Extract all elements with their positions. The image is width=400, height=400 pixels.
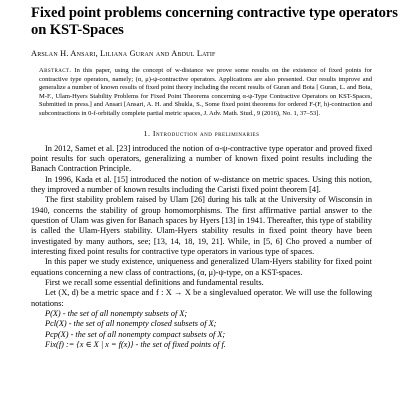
- title-line-2: on KST-Spaces: [31, 22, 124, 38]
- title-line-1: Fixed point problems concerning contractive type operators: [31, 5, 398, 21]
- paper-title: [31, 5, 398, 39]
- paragraph-1: In 2012, Samet et al. [23] introduced the notion of α-ψ-contractive type operator and proved fixed point results for such operators, generalizing a number of known fixed point results including the Banach Contraction Principle.: [31, 143, 372, 174]
- notation-item: Pcp(X) - the set of all nonempty compact subsets of X;: [45, 329, 226, 339]
- paragraph-6: Let (X, d) be a metric space and f : X → X be a singlevalued operator. We will use the following notations:: [31, 288, 372, 308]
- notation-item: Fix(f) := {x ∈ X | x = f(x)} - the set of fixed points of f.: [45, 340, 226, 350]
- paragraph-4: In this paper we study existence, uniqueness and generalized Ulam-Hyers stability for fixed point equations concerning a new class of contractions, (α, μ)-ψ-type, on a KST-spaces.: [31, 257, 372, 277]
- notation-list: [45, 309, 372, 350]
- notation-item: P(X) - the set of all nonempty subsets of X;: [45, 309, 188, 319]
- paper-authors: Arslan H. Ansari, Liliana Guran and Abdul Latif: [31, 49, 216, 58]
- abstract-text: In this paper, using the concept of w-distance we prove some results on the existence of fixed points for contractive type operators, namely; (α, μ)-ψ-contractive operators. Applications are also presented. Our results improve and generalize a number of known results of fixed point theory including the recent results of Guran and Bota [ Guran, L. and Bota, M-F., Ulam-Hyers Stability Problems for Fixed Point Theorems concerning α-ψ-Type Contractive Operators on KST-Spaces, Submitted in press.] and Ansari [Ansari, A. H. and Shukla, S., Some fixed point theorems for ordered F-(F, h)-contraction and subcontractions in 0-f-orbitally complete partial metric spaces, J. Adv. Math. Stud., 9 (2016), No. 1, 37–53].: [39, 67, 372, 117]
- section-heading: 1. Introduction and preliminaries: [143, 128, 260, 138]
- abstract-label: Abstract.: [39, 67, 72, 74]
- paragraph-3: The first stability problem raised by Ulam [26] during his talk at the University of Wisconsin in 1940, concerns the stability of group homomorphisms. The first affirmative partial answer to the question of Ulam was given for Banach spaces by Hyers [13] in 1941. Thereafter, this type of stability is called the Ulam-Hyers stability. Ulam-Hyers stability results in fixed point theory have been investigated by many authors, see; [13, 14, 18, 19, 21]. While, in [5, 6] Cho proved a number of interesting fixed point results for contractive type operators in various type of spaces.: [31, 195, 372, 256]
- notation-item: Pcl(X) - the set of all nonempty closed subsets of X;: [45, 319, 217, 329]
- abstract-block: [39, 67, 372, 119]
- paragraph-5: First we recall some essential definitions and fundamental results.: [45, 278, 264, 288]
- paragraph-2: In 1996, Kada et al. [15] introduced the notion of w-distance on metric spaces. Using this notion, they improved a number of known results including the Caristi fixed point theorem [4].: [31, 174, 372, 194]
